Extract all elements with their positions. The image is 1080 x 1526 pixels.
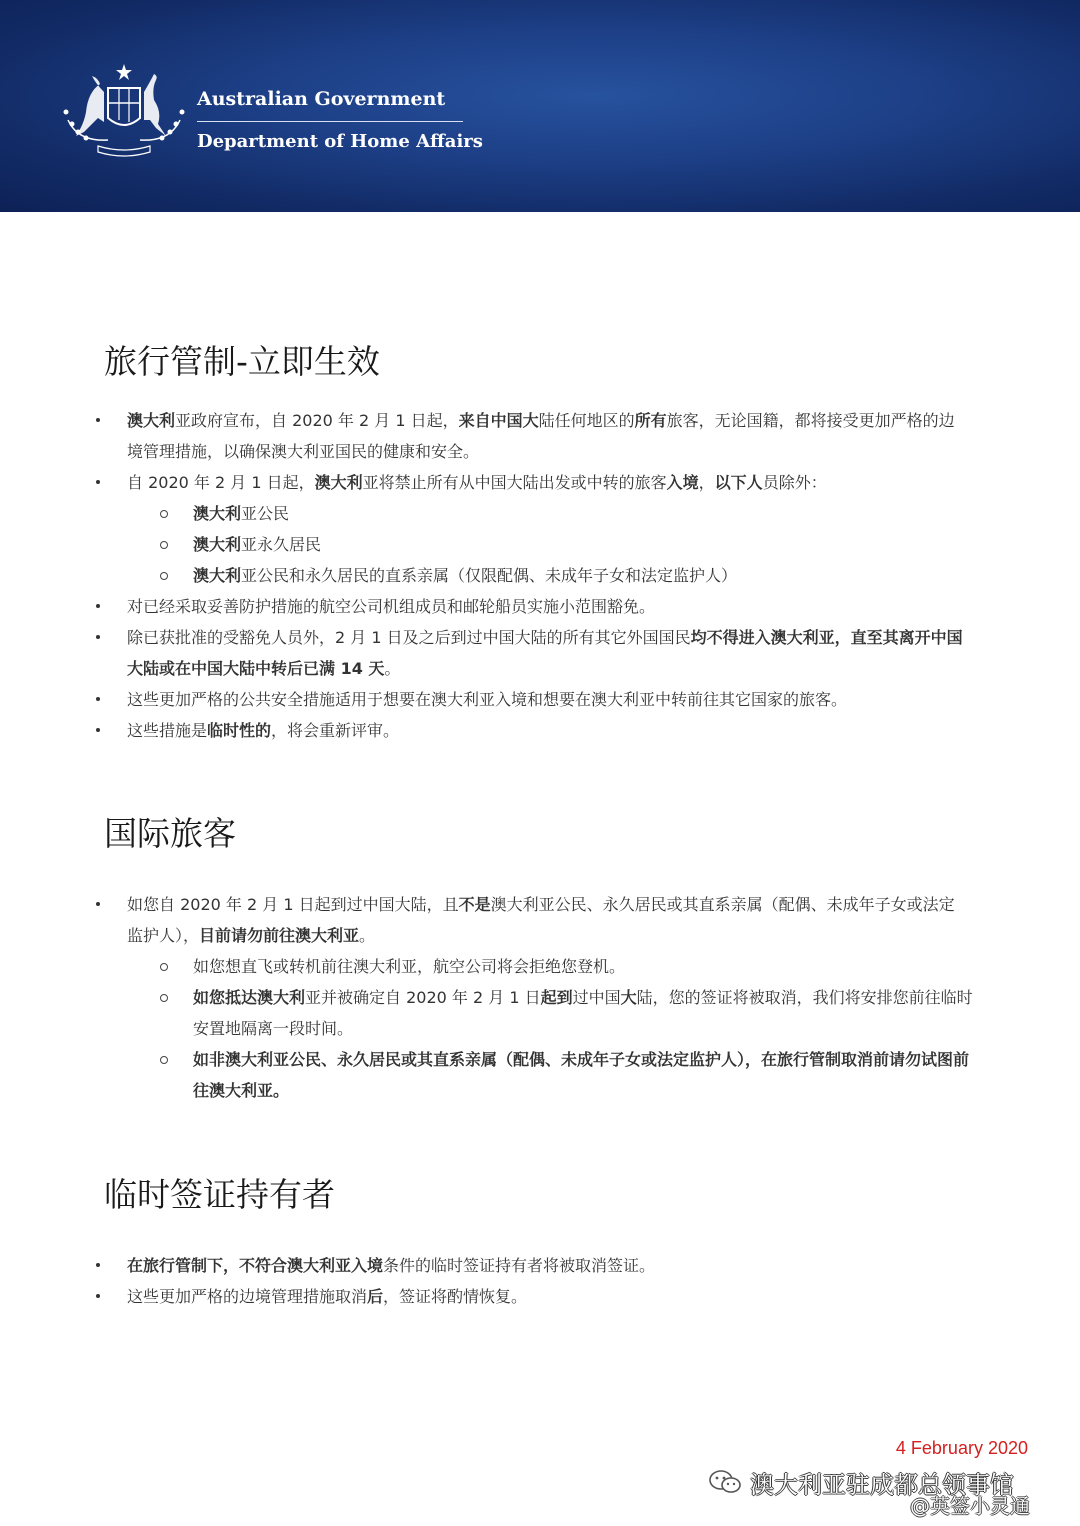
- section-title-international-travellers: 国际旅客: [104, 814, 236, 853]
- bullet-text-segment: 亚永久居民: [241, 535, 322, 554]
- weibo-at-sign: @: [910, 1494, 930, 1518]
- bullet-item: [0, 405, 967, 467]
- bullet-text-segment: 亚公民: [241, 504, 290, 523]
- bullet-text-segment: 在旅行管制下，不符合澳大利亚入境: [127, 1256, 384, 1275]
- bullet-item: [0, 715, 967, 746]
- bullet-text-segment: ，签证将酌情恢复。: [383, 1287, 528, 1306]
- bullet-text-segment: 员除外：: [762, 473, 827, 492]
- bullet-text-segment: 陆，您的签证将被取消，我们将安排您前往临时安置地隔离一段时间。: [193, 988, 973, 1038]
- wechat-icon: [708, 1469, 742, 1495]
- bullet-text-segment: 。: [359, 926, 376, 945]
- coat-of-arms-icon: [58, 62, 190, 158]
- bullet-text-segment: 目前请勿前往澳大利亚: [199, 926, 360, 945]
- header-banner: [0, 0, 1080, 212]
- bullet-text-segment: 澳大利: [127, 411, 176, 430]
- section-title-travel-restrictions: 旅行管制-立即生效: [104, 342, 380, 381]
- wechat-account-name: 澳大利亚驻成都总领事馆: [750, 1471, 1014, 1499]
- bullet-item: [0, 889, 967, 951]
- weibo-account-name: 英签小灵通: [930, 1494, 1030, 1518]
- bullet-text-segment: 条件的临时签证持有者将被取消签证。: [383, 1256, 656, 1275]
- bullet-text-segment: 旅客，无论国籍，都将接受更加严格的边境管理措施，以确保澳大利亚国民的健康和安全。: [127, 411, 955, 461]
- department-name: Department of Home Affairs: [197, 131, 483, 152]
- bullet-item: [0, 1281, 967, 1312]
- section-temporary-visa-holders-list: [0, 1250, 1080, 1312]
- bullet-text-segment: 澳大利: [314, 473, 363, 492]
- bullet-text-segment: 澳大利: [193, 504, 242, 523]
- bullet-text-segment: 如您想直飞或转机前往澳大利亚，航空公司将会拒绝您登机。: [193, 957, 626, 976]
- section-travel-restrictions-list: [0, 405, 1080, 746]
- document-date: 4 February 2020: [895, 1438, 1028, 1458]
- bullet-item: [0, 591, 967, 622]
- bullet-text-segment: 这些更加严格的边境管理措施取消: [127, 1287, 368, 1306]
- bullet-text-segment: 除已获批准的受豁免人员外，2 月 1 日及之后到过中国大陆的所有其它外国国民: [127, 628, 691, 647]
- bullet-text-segment: 大: [620, 988, 637, 1007]
- sub-bullet-item: [0, 498, 978, 529]
- bullet-text-segment: 如非澳大利亚公民、永久居民或其直系亲属（配偶、未成年子女或法定监护人），在旅行管制取消前请勿试图前往澳大利亚。: [193, 1050, 970, 1100]
- bullet-text-segment: 。: [384, 659, 401, 678]
- bullet-item: [0, 1250, 967, 1281]
- bullet-text-segment: 不是: [458, 895, 491, 914]
- section-international-travellers-list: [0, 889, 1080, 1106]
- sub-bullet-item: [0, 560, 978, 591]
- bullet-text-segment: 亚公民和永久居民的直系亲属（仅限配偶、未成年子女和法定监护人）: [241, 566, 738, 585]
- bullet-item: [0, 684, 967, 715]
- bullet-text-segment: 陆任何地区的: [538, 411, 635, 430]
- government-name: Australian Government: [197, 88, 446, 110]
- bullet-text-segment: 来自中国大: [458, 411, 539, 430]
- bullet-text-segment: 这些措施是: [127, 721, 208, 740]
- bullet-text-segment: 入境: [666, 473, 699, 492]
- bullet-text-segment: 自 2020 年 2 月 1 日起，: [127, 473, 315, 492]
- sub-bullet-item: [0, 1044, 978, 1106]
- sub-bullet-item: [0, 982, 978, 1044]
- bullet-text-segment: 澳大利亚公民、永久居民或其直系亲属（配偶、未成年子女或法定监护人），: [127, 895, 955, 945]
- section-title-temporary-visa-holders: 临时签证持有者: [104, 1175, 335, 1214]
- bullet-text-segment: 亚将禁止所有从中国大陆出发或中转的旅客: [362, 473, 667, 492]
- sub-bullet-item: [0, 529, 978, 560]
- sub-bullet-item: [0, 951, 978, 982]
- bullet-text-segment: 均不得进入澳大利亚，直至其离开中国大陆或在中国大陆中转后已满 14 天: [127, 628, 963, 678]
- bullet-text-segment: 起到: [540, 988, 573, 1007]
- bullet-text-segment: 临时性的: [207, 721, 272, 740]
- bullet-text-segment: 澳大利: [193, 566, 242, 585]
- bullet-text-segment: 如您抵达澳大利: [193, 988, 306, 1007]
- bullet-text-segment: ，将会重新评审。: [271, 721, 400, 740]
- bullet-text-segment: 后: [367, 1287, 384, 1306]
- bullet-text-segment: 这些更加严格的公共安全措施适用于想要在澳大利亚入境和想要在澳大利亚中转前往其它国家的旅客。: [127, 690, 848, 709]
- bullet-text-segment: 对已经采取妥善防护措施的航空公司机组成员和邮轮船员实施小范围豁免。: [127, 597, 656, 616]
- bullet-item: [0, 622, 967, 684]
- bullet-text-segment: 所有: [634, 411, 667, 430]
- bullet-text-segment: 澳大利: [193, 535, 242, 554]
- bullet-text-segment: ，: [698, 473, 715, 492]
- bullet-text-segment: 过中国: [572, 988, 621, 1007]
- header-divider: [197, 121, 463, 122]
- bullet-item: [0, 467, 967, 498]
- bullet-text-segment: 以下人: [714, 473, 763, 492]
- bullet-text-segment: 亚并被确定自 2020 年 2 月 1 日: [305, 988, 541, 1007]
- bullet-text-segment: 亚政府宣布，自 2020 年 2 月 1 日起，: [175, 411, 459, 430]
- weibo-watermark: [910, 1490, 1030, 1519]
- bullet-text-segment: 如您自 2020 年 2 月 1 日起到过中国大陆，且: [127, 895, 459, 914]
